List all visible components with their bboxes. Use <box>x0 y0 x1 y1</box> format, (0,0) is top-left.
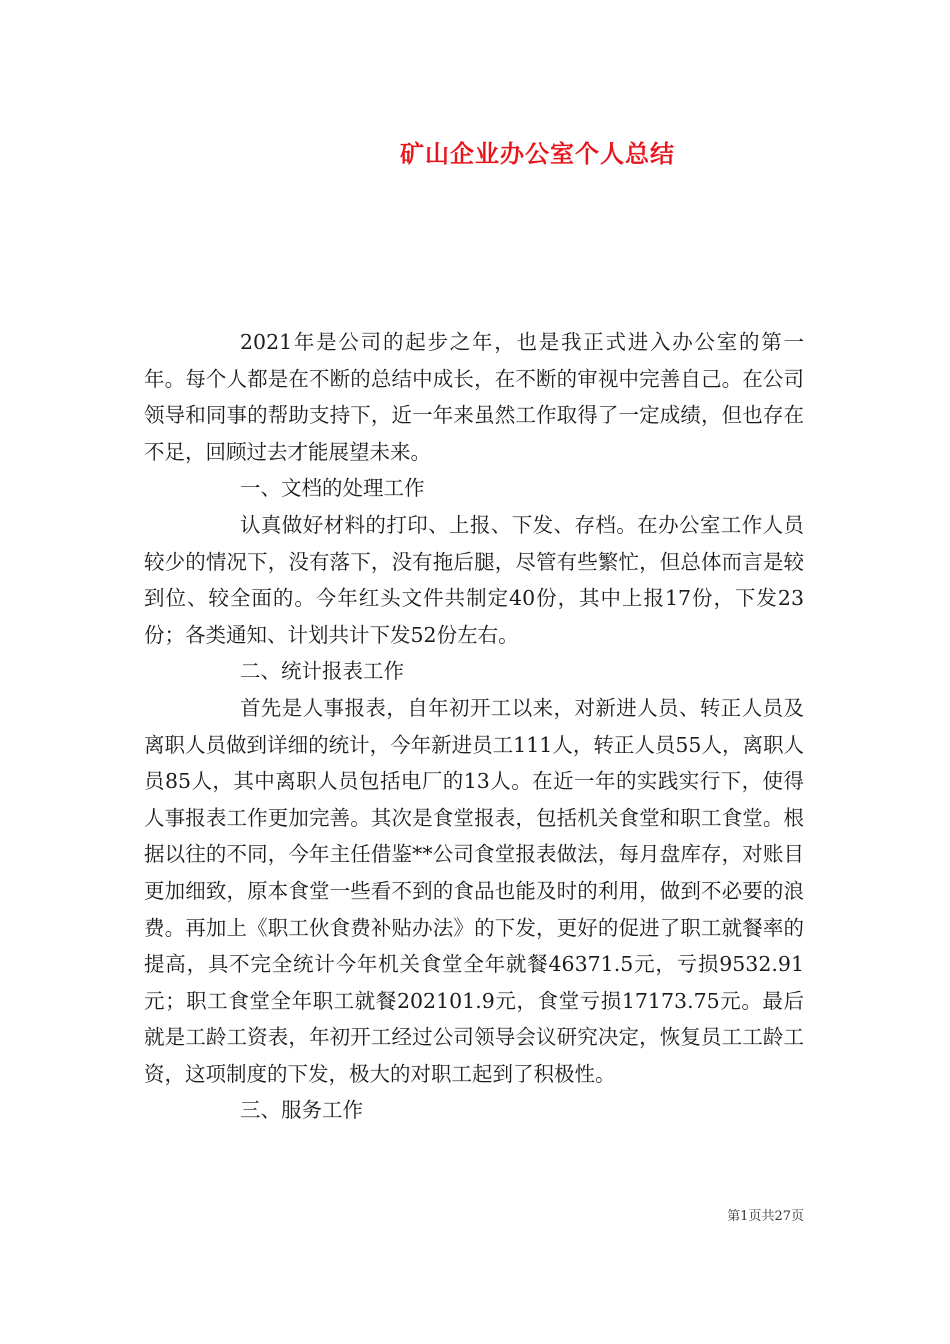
section-body-2: 首先是人事报表，自年初开工以来，对新进人员、转正人员及离职人员做到详细的统计，今年新进员工111人，转正人员55人，离职人员85人，其中离职人员包括电厂的13人。在近一年的实践实行下，使得人事报表工作更加完善。其次是食堂报表，包括机关食堂和职工食堂。根据以往的不同，今年主任借鉴**公司食堂报表做法，每月盘库存，对账目更加细致，原本食堂一些看不到的食品也能及时的利用，做到不必要的浪费。再加上《职工伙食费补贴办法》的下发，更好的促进了职工就餐率的提高，具不完全统计今年机关食堂全年就餐46371.5元，亏损9532.91元；职工食堂全年职工就餐202101.9元，食堂亏损17173.75元。最后就是工龄工资表，年初开工经过公司领导会议研究决定，恢复员工工龄工资，这项制度的下发，极大的对职工起到了积极性。 <box>144 695 804 1086</box>
section-body-1: 认真做好材料的打印、上报、下发、存档。在办公室工作人员较少的情况下，没有落下，没有拖后腿，尽管有些繁忙，但总体而言是较到位、较全面的。今年红头文件共制定40份，其中上报17份，下发23份；各类通知、计划共计下发52份左右。 <box>144 512 804 647</box>
intro-paragraph: 2021年是公司的起步之年，也是我正式进入办公室的第一年。每个人都是在不断的总结中成长，在不断的审视中完善自己。在公司领导和同事的帮助支持下，近一年来虽然工作取得了一定成绩，但也存在不足，回顾过去才能展望未来。 <box>144 330 804 464</box>
section-heading-2: 二、统计报表工作 <box>240 659 404 684</box>
document-title: 矿山企业办公室个人总结 <box>400 139 675 168</box>
section-heading-1: 一、文档的处理工作 <box>240 476 425 501</box>
document-body <box>144 324 804 1129</box>
section-heading-3: 三、服务工作 <box>240 1098 363 1123</box>
page-number: 第1页共27页 <box>727 1209 804 1224</box>
